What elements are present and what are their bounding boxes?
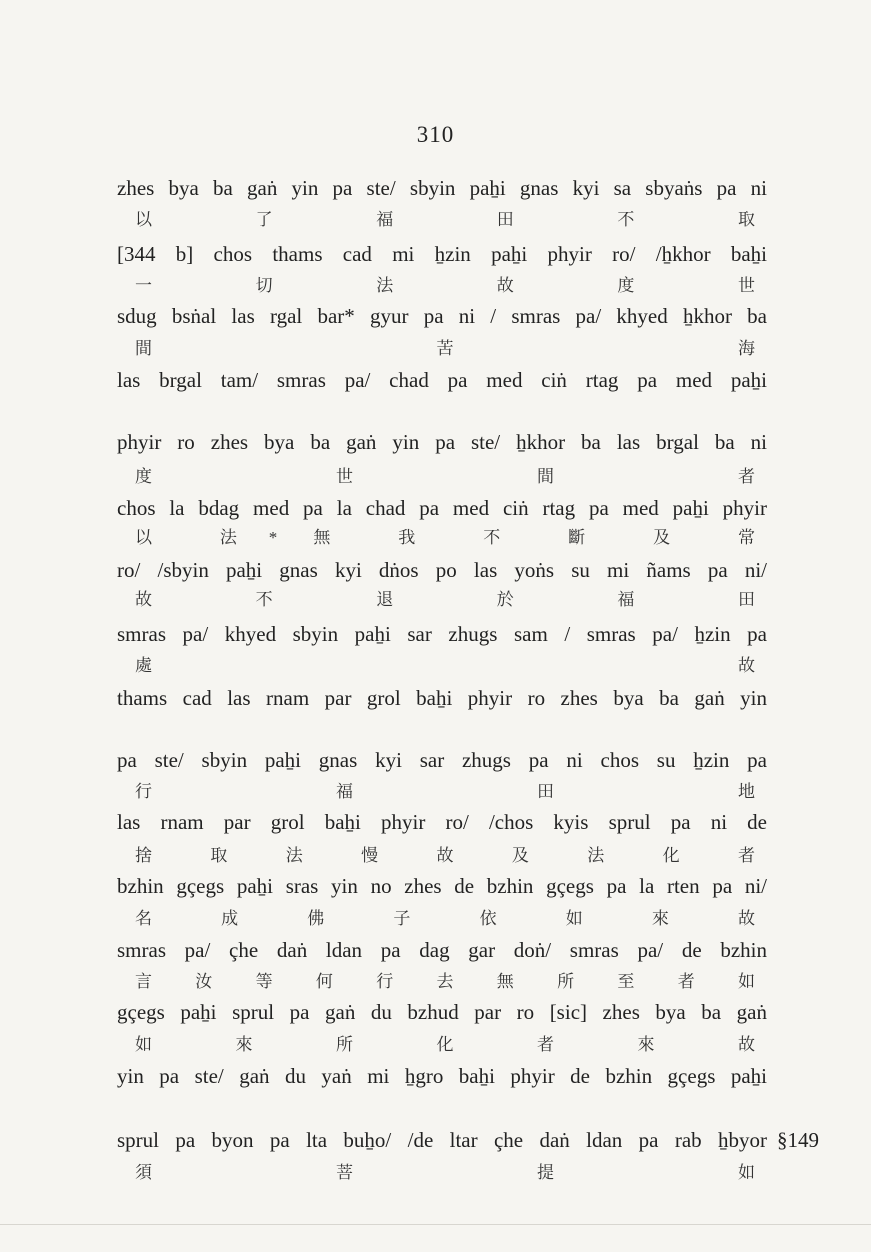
tibetan-line-16: sprul pa byon pa lta buẖo/ /de ltar çhe daṅ ldan pa rab ẖbyor (117, 1128, 767, 1152)
page-number: 310 (416, 122, 455, 147)
chinese-gloss-13: 言 汝 等 何 行 去 無 所 至 者 如 (135, 972, 755, 991)
tibetan-line-3: sdug bsṅal las rgal bar* gyur pa ni / smras pa/ khyed ẖkhor ba (117, 304, 767, 328)
tibetan-line-14: gçegs paẖi sprul pa gaṅ du bzhud par ro [sic] zhes bya ba gaṅ (117, 1000, 767, 1024)
chinese-gloss-12: 名 成 佛 子 依 如 來 故 (135, 909, 755, 928)
tibetan-line-10: pa ste/ sbyin paẖi gnas kyi sar zhugs pa ni chos su ẖzin pa (117, 748, 767, 772)
chinese-gloss-10: 行 福 田 地 (135, 782, 755, 801)
tibetan-line-12: bzhin gçegs paẖi sras yin no zhes de bzhin gçegs pa la rten pa ni/ (117, 874, 767, 898)
page-edge-rule (0, 1224, 871, 1225)
chinese-gloss-5: 度 世 間 者 (135, 467, 755, 486)
tibetan-line-5: phyir ro zhes bya ba gaṅ yin pa ste/ ẖkhor ba las brgal ba ni (117, 430, 767, 454)
chinese-gloss-6: 以 法* 無 我 不 斷 及 常 (135, 528, 755, 547)
tibetan-line-6: chos la bdag med pa la chad pa med ciṅ rtag pa med paẖi phyir (117, 496, 767, 520)
section-mark: §149 (777, 1128, 819, 1152)
tibetan-line-1: zhes bya ba gaṅ yin pa ste/ sbyin paẖi gnas kyi sa sbyaṅs pa ni (117, 176, 767, 200)
tibetan-line-9: thams cad las rnam par grol baẖi phyir ro zhes bya ba gaṅ yin (117, 686, 767, 710)
tibetan-line-8: smras pa/ khyed sbyin paẖi sar zhugs sam / smras pa/ ẖzin pa (117, 622, 767, 646)
tibetan-line-15: yin pa ste/ gaṅ du yaṅ mi ẖgro baẖi phyir de bzhin gçegs paẖi (117, 1064, 767, 1088)
tibetan-line-13: smras pa/ çhe daṅ ldan pa dag gar doṅ/ smras pa/ de bzhin (117, 938, 767, 962)
chinese-gloss-14: 如 來 所 化 者 來 故 (135, 1035, 755, 1054)
chinese-gloss-11: 捨 取 法 慢 故 及 法 化 者 (135, 846, 755, 865)
tibetan-line-11: las rnam par grol baẖi phyir ro/ /chos kyis sprul pa ni de (117, 810, 767, 834)
chinese-gloss-1: 以 了 福 田 不 取 (135, 210, 755, 229)
tibetan-line-2: [344 b] chos thams cad mi ẖzin paẖi phyir ro/ /ẖkhor baẖi (117, 242, 767, 266)
chinese-gloss-3: 間 苦 海 (135, 339, 755, 358)
tibetan-line-4: las brgal tam/ smras pa/ chad pa med ciṅ rtag pa med paẖi (117, 368, 767, 392)
chinese-gloss-16: 須 菩 提 如 (135, 1163, 755, 1182)
chinese-gloss-8: 處 故 (135, 656, 755, 675)
tibetan-line-7: ro/ /sbyin paẖi gnas kyi dṅos po las yoṅs su mi ñams pa ni/ (117, 558, 767, 582)
chinese-gloss-2: 一 切 法 故 度 世 (135, 276, 755, 295)
chinese-gloss-7: 故 不 退 於 福 田 (135, 590, 755, 609)
